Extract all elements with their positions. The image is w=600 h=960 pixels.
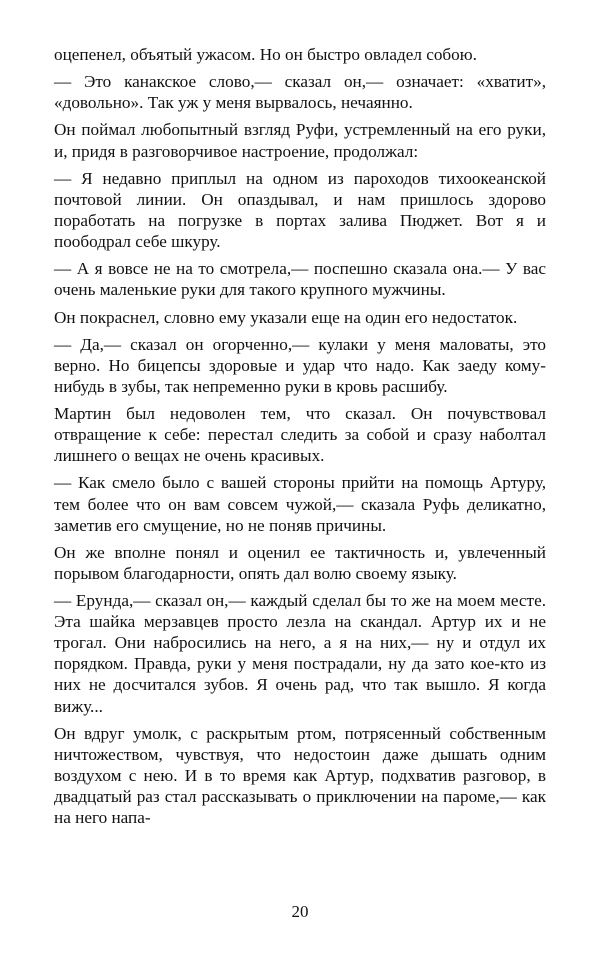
paragraph-5: — А я вовсе не на то смотрела,— поспешно сказала она.— У вас очень маленькие руки для такого крупного мужчины. [54,259,546,300]
body-text [54,44,546,834]
paragraph-3: Он поймал любопытный взгляд Руфи, устремленный на его руки, и, придя в разговорчивое настроение, продолжал: [54,120,546,161]
page-number: 20 [291,902,309,921]
paragraph-8: Мартин был недоволен тем, что сказал. Он почувствовал отвращение к себе: перестал следить за собой и сразу наболтал лишнего о вещах не очень красивых. [54,404,546,466]
paragraph-1: оцепенел, объятый ужасом. Но он быстро овладел собою. [54,45,477,64]
paragraph-10: Он же вполне понял и оценил ее тактичность и, увлеченный порывом благодарности, опять дал волю своему языку. [54,542,546,583]
paragraph-11: — Ерунда,— сказал он,— каждый сделал бы то же на моем месте. Эта шайка мерзавцев просто лезла на скандал. Артур их и не трогал. Они набросились на него, а я на них,— ну и отдул их порядком. Правда, руки у меня пострадали, ну да зато кое-кто из них не досчитался зубов. Я очень рад, что так вышло. Я когда вижу... [54,591,546,716]
paragraph-4: — Я недавно приплыл на одном из пароходов тихоокеанской почтовой линии. Он опаздывал, и нам пришлось здорово поработать на погрузке в портах залива Пюджет. Вот я и поободрал себе шкуру. [54,168,546,252]
paragraph-9: — Как смело было с вашей стороны прийти на помощь Артуру, тем более что он вам совсем чужой,— сказала Руфь деликатно, заметив его смущение, но не поняв причины. [54,473,546,535]
paragraph-2: — Это канакское слово,— сказал он,— означает: «хватит», «довольно». Так уж у меня вырвалось, нечаянно. [54,72,546,113]
paragraph-6: Он покраснел, словно ему указали еще на один его недостаток. [54,307,518,327]
paragraph-7: — Да,— сказал он огорченно,— кулаки у меня маловаты, это верно. Но бицепсы здоровые и удар что надо. Как заеду кому-нибудь в зубы, так непременно руки в кровь расшибу. [54,334,546,396]
paragraph-12: Он вдруг умолк, с раскрытым ртом, потрясенный собственным ничтожеством, чувствуя, что недостоин даже дышать одним воздухом с нею. И в то время как Артур, подхватив разговор, в двадцатый раз стал рассказывать о приключении на пароме,— как на него напа- [54,723,546,828]
